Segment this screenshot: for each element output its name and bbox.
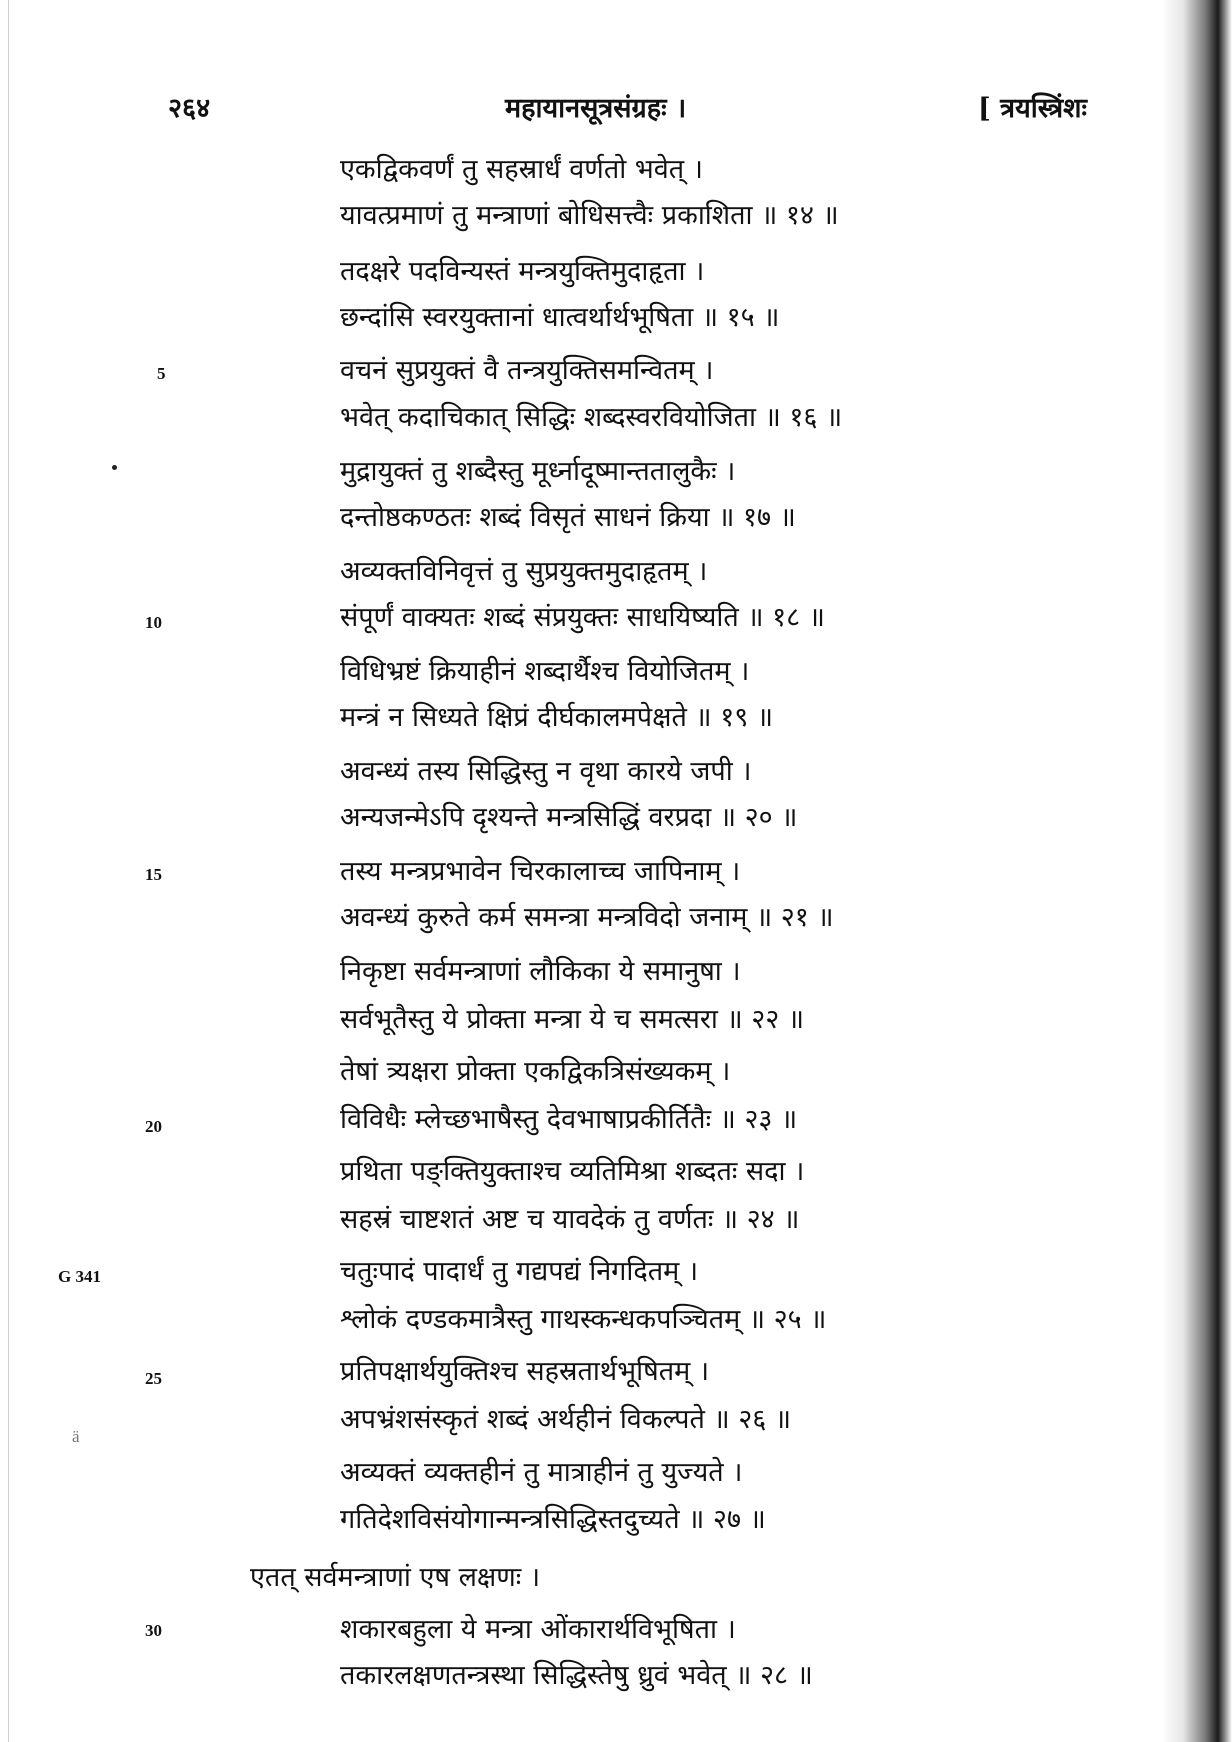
verse-line: छन्दांसि स्वरयुक्तानां धात्वर्थार्थभूषिता ॥ १५ ॥ [340, 302, 780, 333]
line-number: 5 [157, 364, 166, 383]
verse-line: सहस्रं चाष्टशतं अष्ट च यावदेकं तु वर्णतः ॥ २४ ॥ [340, 1204, 800, 1235]
verse-line: तेषां त्र्यक्षरा प्रोक्ता एकद्विकत्रिसंख्यकम् । [340, 1056, 731, 1087]
verse-line: शकारबहुला ये मन्त्रा ओंकारार्थविभूषिता । [340, 1614, 736, 1645]
line-number: 30 [145, 1621, 162, 1640]
verse-line: चतुःपादं पादार्धं तु गद्यपद्यं निगदितम् । [340, 1256, 699, 1287]
verse-line: दन्तोष्ठकण्ठतः शब्दं विसृतं साधनं क्रिया ॥ १७ ॥ [340, 502, 796, 533]
verse-line: मुद्रायुक्तं तु शब्दैस्तु मूर्ध्नादूष्मान्ततालुकैः । [340, 456, 736, 487]
line-number: 10 [145, 613, 162, 632]
margin-reference: G 341 [58, 1267, 101, 1286]
verse-line: निकृष्टा सर्वमन्त्राणां लौकिका ये समानुषा । [340, 956, 741, 987]
chapter-title: [ त्रयस्त्रिंशः [978, 93, 1087, 124]
verse-line: प्रतिपक्षार्थयुक्तिश्च सहस्रतार्थभूषितम् । [340, 1356, 710, 1387]
line-number: 25 [145, 1369, 162, 1388]
verse-line: अव्यक्तं व्यक्तहीनं तु मात्राहीनं तु युज्यते । [340, 1457, 743, 1488]
verse-line: तकारलक्षणतन्त्रस्था सिद्धिस्तेषु ध्रुवं भवेत् ॥ २८ ॥ [340, 1660, 813, 1691]
verse-line: अव्यक्तविनिवृत्तं तु सुप्रयुक्तमुदाहृतम् । [340, 556, 708, 587]
verse-line: सर्वभूतैस्तु ये प्रोक्ता मन्त्रा ये च समत्सरा ॥ २२ ॥ [340, 1004, 805, 1035]
book-title: महायानसूत्रसंग्रहः । [505, 93, 687, 124]
verse-line: अवन्ध्यं कुरुते कर्म समन्त्रा मन्त्रविदो जनाम् ॥ २१ ॥ [340, 902, 834, 933]
line-number: 15 [145, 865, 162, 884]
ink-speck [112, 465, 117, 470]
verse-line: गतिदेशविसंयोगान्मन्त्रसिद्धिस्तदुच्यते ॥ २७ ॥ [340, 1504, 766, 1535]
line-number: 20 [145, 1117, 162, 1136]
verse-line: तदक्षरे पदविन्यस्तं मन्त्रयुक्तिमुदाहृता । [340, 256, 705, 287]
verse-line: अपभ्रंशसंस्कृतं शब्दं अर्थहीनं विकल्पते ॥ २६ ॥ [340, 1404, 792, 1435]
verse-line: तस्य मन्त्रप्रभावेन चिरकालाच्च जापिनाम् । [340, 856, 741, 887]
book-spine-shadow [1162, 0, 1232, 1742]
margin-mark: ä [72, 1427, 80, 1446]
prose-line: एतत् सर्वमन्त्राणां एष लक्षणः । [250, 1562, 541, 1593]
verse-line: विविधैः म्लेच्छभाषैस्तु देवभाषाप्रकीर्तितैः ॥ २३ ॥ [340, 1104, 798, 1135]
verse-line: भवेत् कदाचिकात् सिद्धिः शब्दस्वरवियोजिता ॥ १६ ॥ [340, 402, 843, 433]
verse-line: संपूर्णं वाक्यतः शब्दं संप्रयुक्तः साधयिष्यति ॥ १८ ॥ [340, 602, 825, 633]
verse-line: प्रथिता पङ्क्तियुक्ताश्च व्यतिमिश्रा शब्दतः सदा । [340, 1156, 805, 1187]
page-number: २६४ [168, 93, 211, 124]
running-header [0, 88, 1160, 128]
page-edge-line [8, 0, 9, 1742]
verse-line: मन्त्रं न सिध्यते क्षिप्रं दीर्घकालमपेक्षते ॥ १९ ॥ [340, 702, 774, 733]
verse-line: वचनं सुप्रयुक्तं वै तन्त्रयुक्तिसमन्वितम् । [340, 355, 714, 386]
verse-line: यावत्प्रमाणं तु मन्त्राणां बोधिसत्त्वैः प्रकाशिता ॥ १४ ॥ [340, 200, 839, 231]
verse-line: एकद्विकवर्णं तु सहस्रार्धं वर्णतो भवेत् । [340, 154, 703, 185]
verse-line: विधिभ्रष्टं क्रियाहीनं शब्दार्थैश्च वियोजितम् । [340, 656, 750, 687]
verse-line: अन्यजन्मेऽपि दृश्यन्ते मन्त्रसिद्धिं वरप्रदा ॥ २० ॥ [340, 802, 798, 833]
verse-line: श्लोकं दण्डकमात्रैस्तु गाथस्कन्धकपञ्चितम् ॥ २५ ॥ [340, 1304, 827, 1335]
verse-line: अवन्ध्यं तस्य सिद्धिस्तु न वृथा कारये जपी । [340, 756, 752, 787]
